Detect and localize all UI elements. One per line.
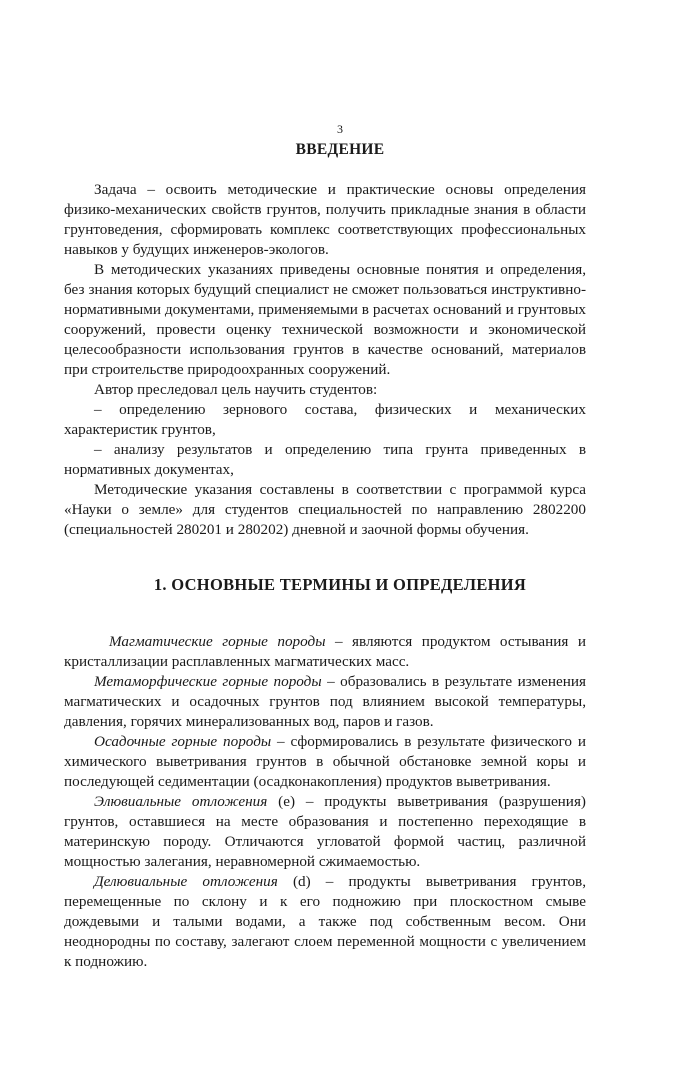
term-name: Метаморфические горные породы (94, 673, 322, 690)
term-text: – являются продуктом остывания и кристаллизации расплавленных магматических масс. (64, 633, 586, 670)
term-name: Осадочные горные породы (94, 733, 272, 750)
term-text: – образовались в результате изменения магматических и осадочных грунтов под влиянием высокой температуры, давления, горячих минерализованных вод, паров и газов. (64, 673, 586, 730)
term-definition (64, 792, 586, 872)
intro-paragraph-task: Задача – освоить методические и практические основы определения физико-механических свойств грунтов, получить прикладные знания в области грунтоведения, сформировать комплекс соответствующих профессиональных навыков у будущих инженеров-экологов. (64, 181, 586, 258)
term-name: Элювиальные отложения (94, 793, 268, 810)
term-text: (e) – продукты выветривания (разрушения) грунтов, оставшиеся на месте образования и постепенно переходящие в материнскую породу. Отличаются угловатой формой частиц, различной мощностью залегания, неравномерной сжимаемостью. (64, 793, 586, 870)
terms-section (64, 632, 586, 972)
term-definition (64, 872, 586, 972)
intro-heading: ВВЕДЕНИЕ (295, 141, 385, 158)
intro-list-item-1: – определению зернового состава, физических и механических характеристик грунтов, (64, 401, 586, 438)
term-name: Делювиальные отложения (94, 873, 278, 890)
terms-heading: 1. ОСНОВНЫЕ ТЕРМИНЫ И ОПРЕДЕЛЕНИЯ (153, 575, 527, 594)
intro-paragraph-program: Методические указания составлены в соответствии с программой курса «Науки о земле» для студентов специальностей по направлению 2802200 (специальностей 280201 и 280202) дневной и заочной формы обучения. (64, 481, 586, 538)
term-definition (64, 672, 586, 732)
intro-paragraph-author-goal: Автор преследовал цель научить студентов: (94, 381, 378, 398)
term-definition (64, 632, 586, 672)
intro-paragraph-guidelines: В методических указаниях приведены основные понятия и определения, без знания которых будущий специалист не сможет пользоваться инструктивно-нормативными документами, применяемыми в расчетах оснований и грунтовых сооружений, провести оценку технической возможности и экономической целесообразности использования грунтов в качестве оснований, материалов при строительстве природоохранных сооружений. (64, 261, 586, 378)
term-text: – сформировались в результате физического и химического выветривания грунтов в обычной обстановке земной коры и последующей седиментации (осадконакопления) продуктов выветривания. (64, 733, 587, 790)
intro-list-item-2: – анализу результатов и определению типа грунта приведенных в нормативных документах, (64, 441, 586, 478)
term-text: (d) – продукты выветривания грунтов, перемещенные по склону и к его подножию при плоскостном смыве дождевыми и талыми водами, а также под собственным весом. Они неоднородны по составу, залегают слоем переменной мощности с увеличением к подножию. (64, 873, 587, 970)
term-definition (64, 732, 586, 792)
intro-section (64, 180, 586, 540)
term-name: Магматические горные породы (109, 633, 326, 650)
page-number: 3 (337, 122, 343, 136)
